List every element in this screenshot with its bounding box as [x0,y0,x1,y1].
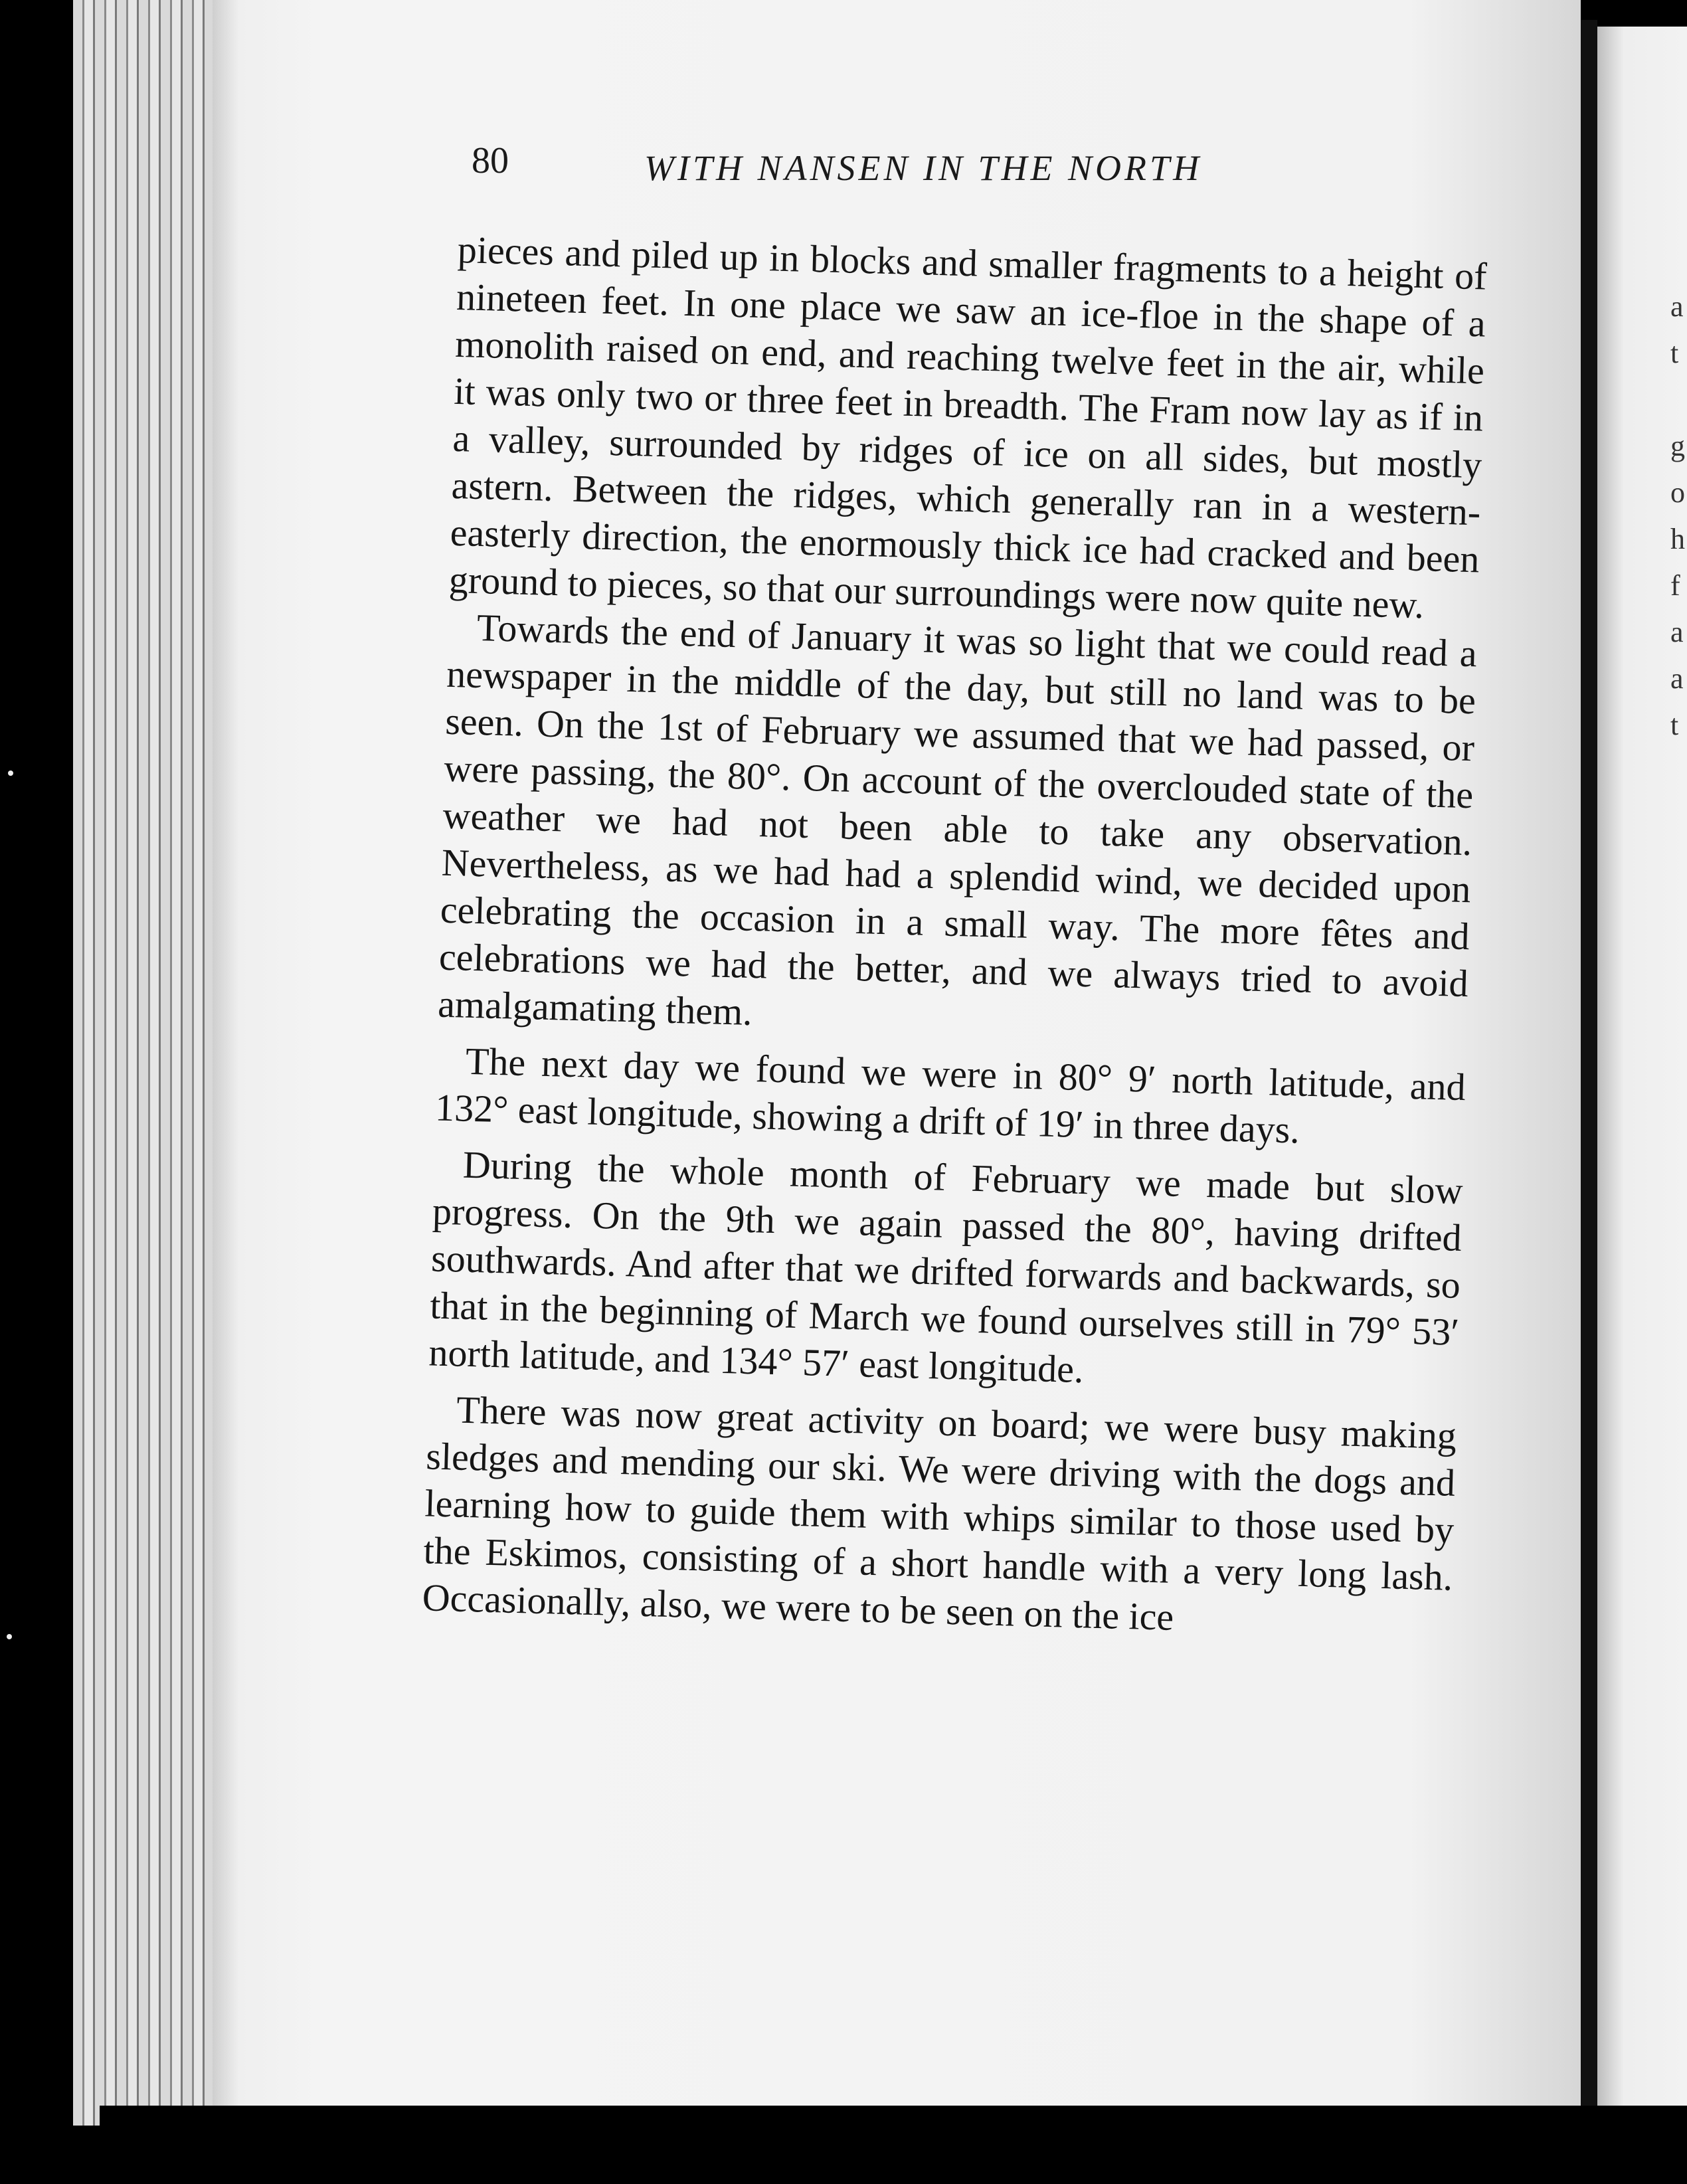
facing-page-fragment: h [1670,523,1685,555]
scan-border [100,2106,1687,2184]
book-gutter [1581,20,1597,2106]
facing-page-fragment: o [1670,476,1685,509]
facing-page-fragment: a [1670,662,1684,695]
paragraph: pieces and piled up in blocks and smaller fragments to a height of nineteen feet. In one place we saw an ice-floe in the shape of a monolith raised on end, and reaching twelve feet in the air, while it was only two or three feet in breadth. The Fram now lay as if in a valley, surrounded by ridges of ice on all sides, but mostly astern. Between the ridges, which generally ran in a western-easterly direction, the enormously thick ice had cracked and been ground to pieces, so that our surroundings were now quite new. [448,227,1488,627]
facing-page-fragment: g [1670,430,1685,462]
facing-page-fragment: t [1670,709,1679,741]
paragraph: There was now great activity on board; we were busy making sledges and mending our ski. We were driving with the dogs and learning how to guide them with whips similar to those used by the Eskimos, consisting of a short handle with a very long lash. Occasionally, also, we were to be seen on the ice [422,1388,1457,1639]
facing-page-fragment: f [1670,569,1680,602]
scan-speck [7,1634,12,1639]
paragraph: During the whole month of February we made but slow progress. On the 9th we again passed the 80°, having drifted southwards. And after that we drifted forwards and backwards, so that in the beginning of March we found ourselves still in 79° 53′ north latitude, and 134° 57′ east longitude. [428,1142,1464,1392]
body-text [422,226,1487,1648]
book-page-edges [73,0,226,2126]
facing-page-edge [1597,27,1687,2106]
facing-page-fragment: a [1670,616,1684,648]
facing-page-fragment: a [1670,290,1684,323]
scan-speck [8,771,13,776]
paragraph: The next day we found we were in 80° 9′ north latitude, and 132° east longitude, showing a drift of 19′ in three days. [434,1039,1466,1152]
facing-page-fragment: t [1670,337,1679,369]
page-header [472,139,1335,193]
paragraph: Towards the end of January it was so light that we could read a newspaper in the middle of the day, but still no land was to be seen. On the 1st of February we assumed that we had passed, or were passing, the 80°. On account of the overclouded state of the weather we had not been able to take any observation. Nevertheless, as we had had a splendid wind, we decided upon celebrating the occasion in a small way. The more fêtes and celebrations we had the better, and we always tried to avoid amalgamating them. [437,605,1478,1034]
page-number: 80 [472,140,509,181]
running-title: WITH NANSEN IN THE NORTH [644,148,1203,188]
